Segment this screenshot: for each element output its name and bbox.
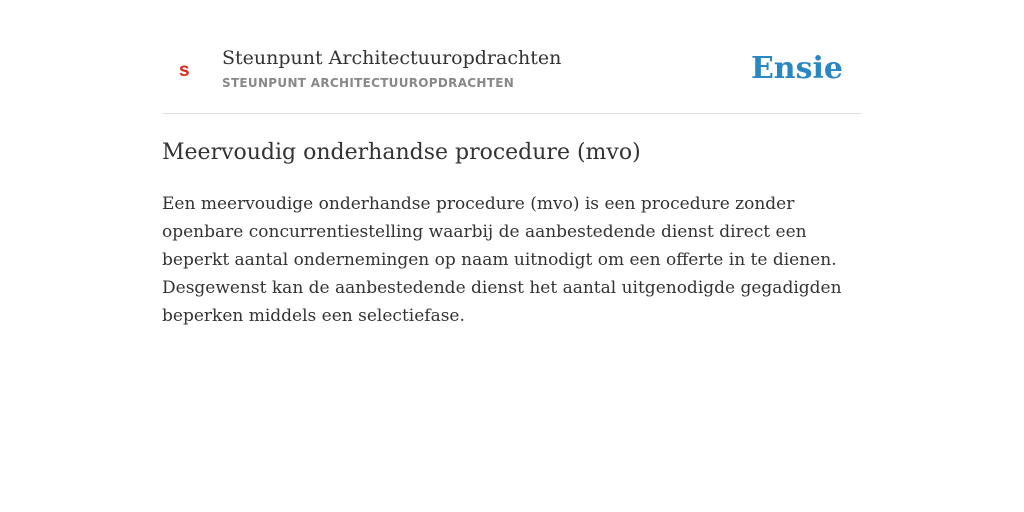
article-title: Meervoudig onderhandse procedure (mvo) [162, 140, 641, 165]
ensie-logo[interactable]: Ensie [750, 51, 843, 86]
brand-logo-icon[interactable]: s [179, 60, 190, 81]
brand-subtitle: STEUNPUNT ARCHITECTUUROPDRACHTEN [222, 76, 515, 90]
brand-title[interactable]: Steunpunt Architectuuropdrachten [222, 47, 562, 69]
header [162, 43, 862, 114]
page [162, 0, 862, 330]
article-body: Een meervoudige onderhandse procedure (mvo) is een procedure zonder openbare concurrentiestelling waarbij de aanbestedende dienst direct een beperkt aantal ondernemingen op naam uitnodigt om een offerte in te dienen. Desgewenst kan de aanbestedende dienst het aantal uitgenodigde gegadigden beperken middels een selectiefase. [162, 194, 842, 326]
